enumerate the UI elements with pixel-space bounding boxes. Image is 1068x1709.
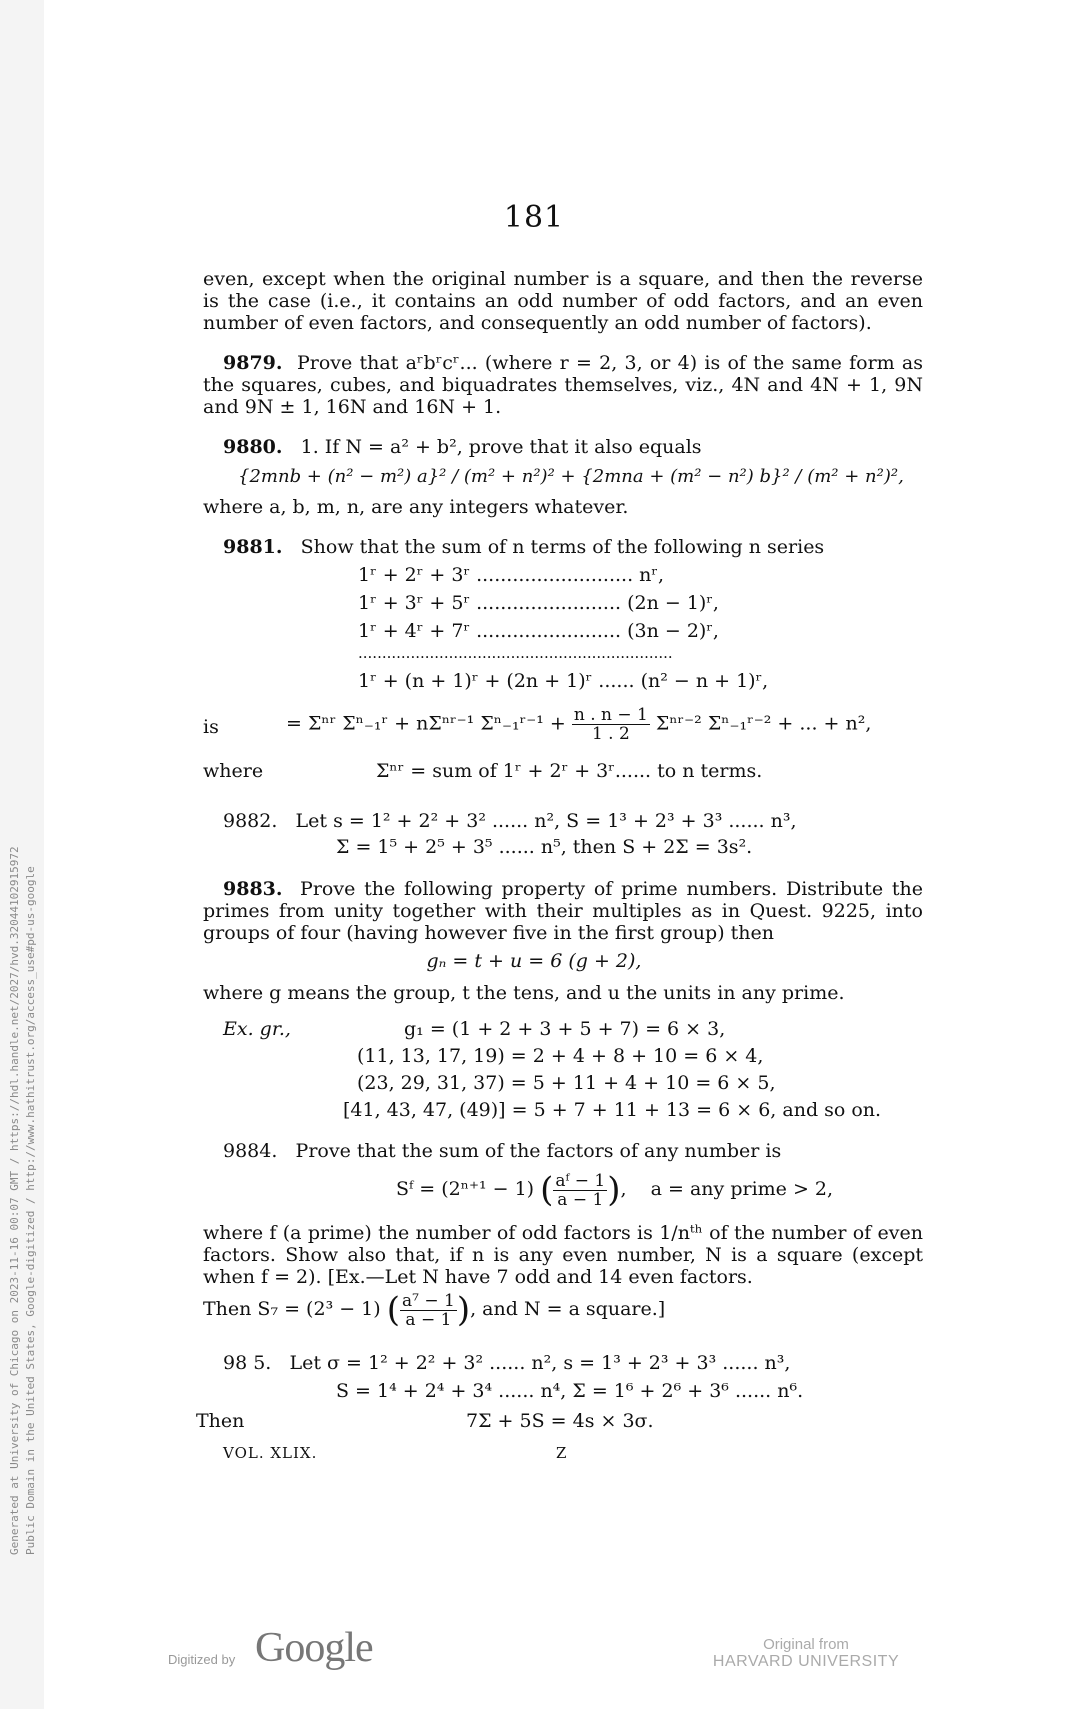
provenance-sidebar	[0, 0, 44, 1709]
question-text: Prove that aʳbʳcʳ... (where r = 2, 3, or 4) is of the same form as the squares, cubes, and biquadrates themselves, viz., 4N and 4N + 1, 9N and 9N ± 1, 16N and 16N + 1.	[203, 352, 923, 418]
google-logo: Google	[255, 1625, 373, 1671]
series-line: 1ʳ + 2ʳ + 3ʳ .......................... nʳ,	[358, 564, 665, 586]
example-line: g₁ = (1 + 2 + 3 + 5 + 7) = 6 × 3,	[404, 1018, 726, 1040]
then-label: Then	[196, 1410, 245, 1432]
page-number: 181	[503, 200, 565, 235]
formula-part: Then S₇ = (2³ − 1)	[203, 1298, 381, 1320]
formula-part: Sᶠ = (2ⁿ⁺¹ − 1)	[396, 1178, 535, 1200]
question-9884-formula: Sᶠ = (2ⁿ⁺¹ − 1) ( $\frac{\text{aᶠ − 1}}{a - 1}$ ), a = any prime > 2,	[396, 1170, 834, 1210]
question-number: 9882.	[223, 810, 278, 832]
fraction-denominator: a − 1	[405, 1309, 452, 1330]
question-9885-line2: S = 1⁴ + 2⁴ + 3⁴ ...... n⁴, Σ = 1⁶ + 2⁶ + 3⁶ ...... n⁶.	[336, 1380, 804, 1402]
question-9880-line2: where a, b, m, n, are any integers whatever.	[203, 496, 629, 518]
question-9880-formula: {2mnb + (n² − m²) a}² / (m² + n²)² + {2mna + (m² − n²) b}² / (m² + n²)²,	[238, 466, 904, 487]
question-number: 98 5.	[223, 1352, 272, 1374]
volume-mark: VOL. XLIX.	[223, 1444, 318, 1462]
question-text: 1. If N = a² + b², prove that it also equals	[300, 436, 702, 458]
question-9883-formula: gₙ = t + u = 6 (g + 2),	[426, 950, 642, 972]
fraction	[553, 1172, 607, 1209]
is-label: is	[203, 716, 219, 738]
formula-part: a = any prime > 2,	[650, 1178, 834, 1200]
question-number: 9879.	[223, 352, 283, 374]
original-from	[706, 1636, 906, 1671]
question-text: Prove that the sum of the factors of any number is	[295, 1140, 782, 1162]
question-9880-line1	[223, 436, 702, 458]
fraction-numerator: n . n − 1	[573, 705, 648, 725]
question-text: Prove the following property of prime numbers. Distribute the primes from unity together with their multiples as in Quest. 9225, into groups of four (having however five in the first group) then	[203, 878, 923, 944]
institution-name: HARVARD UNIVERSITY	[712, 1653, 900, 1670]
formula-part: Σⁿʳ⁻² Σⁿ₋₁ʳ⁻² + ... + n²,	[655, 712, 872, 735]
where-label: where	[203, 760, 264, 782]
is-formula	[286, 706, 871, 743]
fraction	[400, 1292, 457, 1329]
question-9885-line1	[223, 1352, 790, 1374]
formula-part: , and N = a square.]	[470, 1298, 666, 1320]
example-label: Ex. gr.,	[223, 1018, 291, 1040]
question-9882-line1	[223, 810, 797, 832]
example-line: [41, 43, 47, (49)] = 5 + 7 + 11 + 13 = 6 × 6, and so on.	[343, 1099, 882, 1121]
question-9884-then: Then S₇ = (2³ − 1) ( $\frac{\text{a⁷ − 1}}{a - 1}$ ), and N = a square.]	[203, 1290, 666, 1330]
fraction-numerator: aᶠ − 1	[555, 1170, 606, 1191]
question-9883-where: where g means the group, t the tens, and u the units in any prime.	[203, 982, 845, 1004]
question-number: 9880.	[223, 436, 283, 458]
intro-paragraph: even, except when the original number is a square, and then the reverse is the case (i.e., it contains an odd number of odd factors, and an even number of even factors, and consequently an odd number of factors).	[203, 268, 923, 334]
fraction-denominator: 1 . 2	[591, 724, 630, 744]
provenance-line-2: Public Domain in the United States, Google-digitized / http://www.hathitrust.org/access_use#pd-us-google	[24, 866, 37, 1555]
question-9884-intro	[223, 1140, 781, 1162]
series-line: 1ʳ + (n + 1)ʳ + (2n + 1)ʳ ...... (n² − n + 1)ʳ,	[358, 670, 769, 692]
fraction-denominator: a − 1	[557, 1189, 604, 1210]
example-line: (23, 29, 31, 37) = 5 + 11 + 4 + 10 = 6 × 5,	[357, 1072, 776, 1094]
question-number: 9881.	[223, 536, 283, 558]
then-formula: 7Σ + 5S = 4s × 3σ.	[466, 1410, 654, 1432]
question-text: Let s = 1² + 2² + 3² ...... n², S = 1³ + 2³ + 3³ ...... n³,	[295, 810, 797, 832]
series-ellipsis: ..................................................................	[358, 644, 673, 662]
original-from-label: Original from	[763, 1636, 849, 1653]
question-9879	[203, 352, 923, 418]
series-line: 1ʳ + 4ʳ + 7ʳ ........................ (3n − 2)ʳ,	[358, 620, 719, 642]
provenance-line-1: Generated at University of Chicago on 2023-11-16 00:07 GMT / https://hdl.handle.net/2027/hvd.32044102915972	[8, 846, 21, 1555]
example-line: (11, 13, 17, 19) = 2 + 4 + 8 + 10 = 6 × 4,	[357, 1045, 764, 1067]
question-9884-text: where f (a prime) the number of odd factors is 1/nᵗʰ of the number of even factors. Show also that, if n is any even number, N is a square (except when f = 2). [Ex.—Let N have 7 odd and 14 even factors.	[203, 1222, 923, 1288]
question-9883	[203, 878, 923, 944]
question-9882-line2: Σ = 1⁵ + 2⁵ + 3⁵ ...... n⁵, then S + 2Σ = 3s².	[336, 836, 753, 858]
signature-mark: Z	[556, 1444, 567, 1462]
series-line: 1ʳ + 3ʳ + 5ʳ ........................ (2n − 1)ʳ,	[358, 592, 719, 614]
question-text: Let σ = 1² + 2² + 3² ...... n², s = 1³ + 2³ + 3³ ...... n³,	[289, 1352, 791, 1374]
question-number: 9884.	[223, 1140, 278, 1162]
question-number: 9883.	[223, 878, 283, 900]
fraction-numerator: a⁷ − 1	[402, 1290, 455, 1311]
formula-part: = Σⁿʳ Σⁿ₋₁ʳ + nΣⁿʳ⁻¹ Σⁿ₋₁ʳ⁻¹ +	[286, 712, 566, 735]
question-text: Show that the sum of n terms of the following n series	[300, 536, 825, 558]
question-9881-intro	[223, 536, 824, 558]
where-formula: Σⁿʳ = sum of 1ʳ + 2ʳ + 3ʳ...... to n terms.	[376, 760, 763, 782]
digitized-by-label: Digitized by	[168, 1652, 236, 1667]
fraction	[572, 706, 650, 743]
